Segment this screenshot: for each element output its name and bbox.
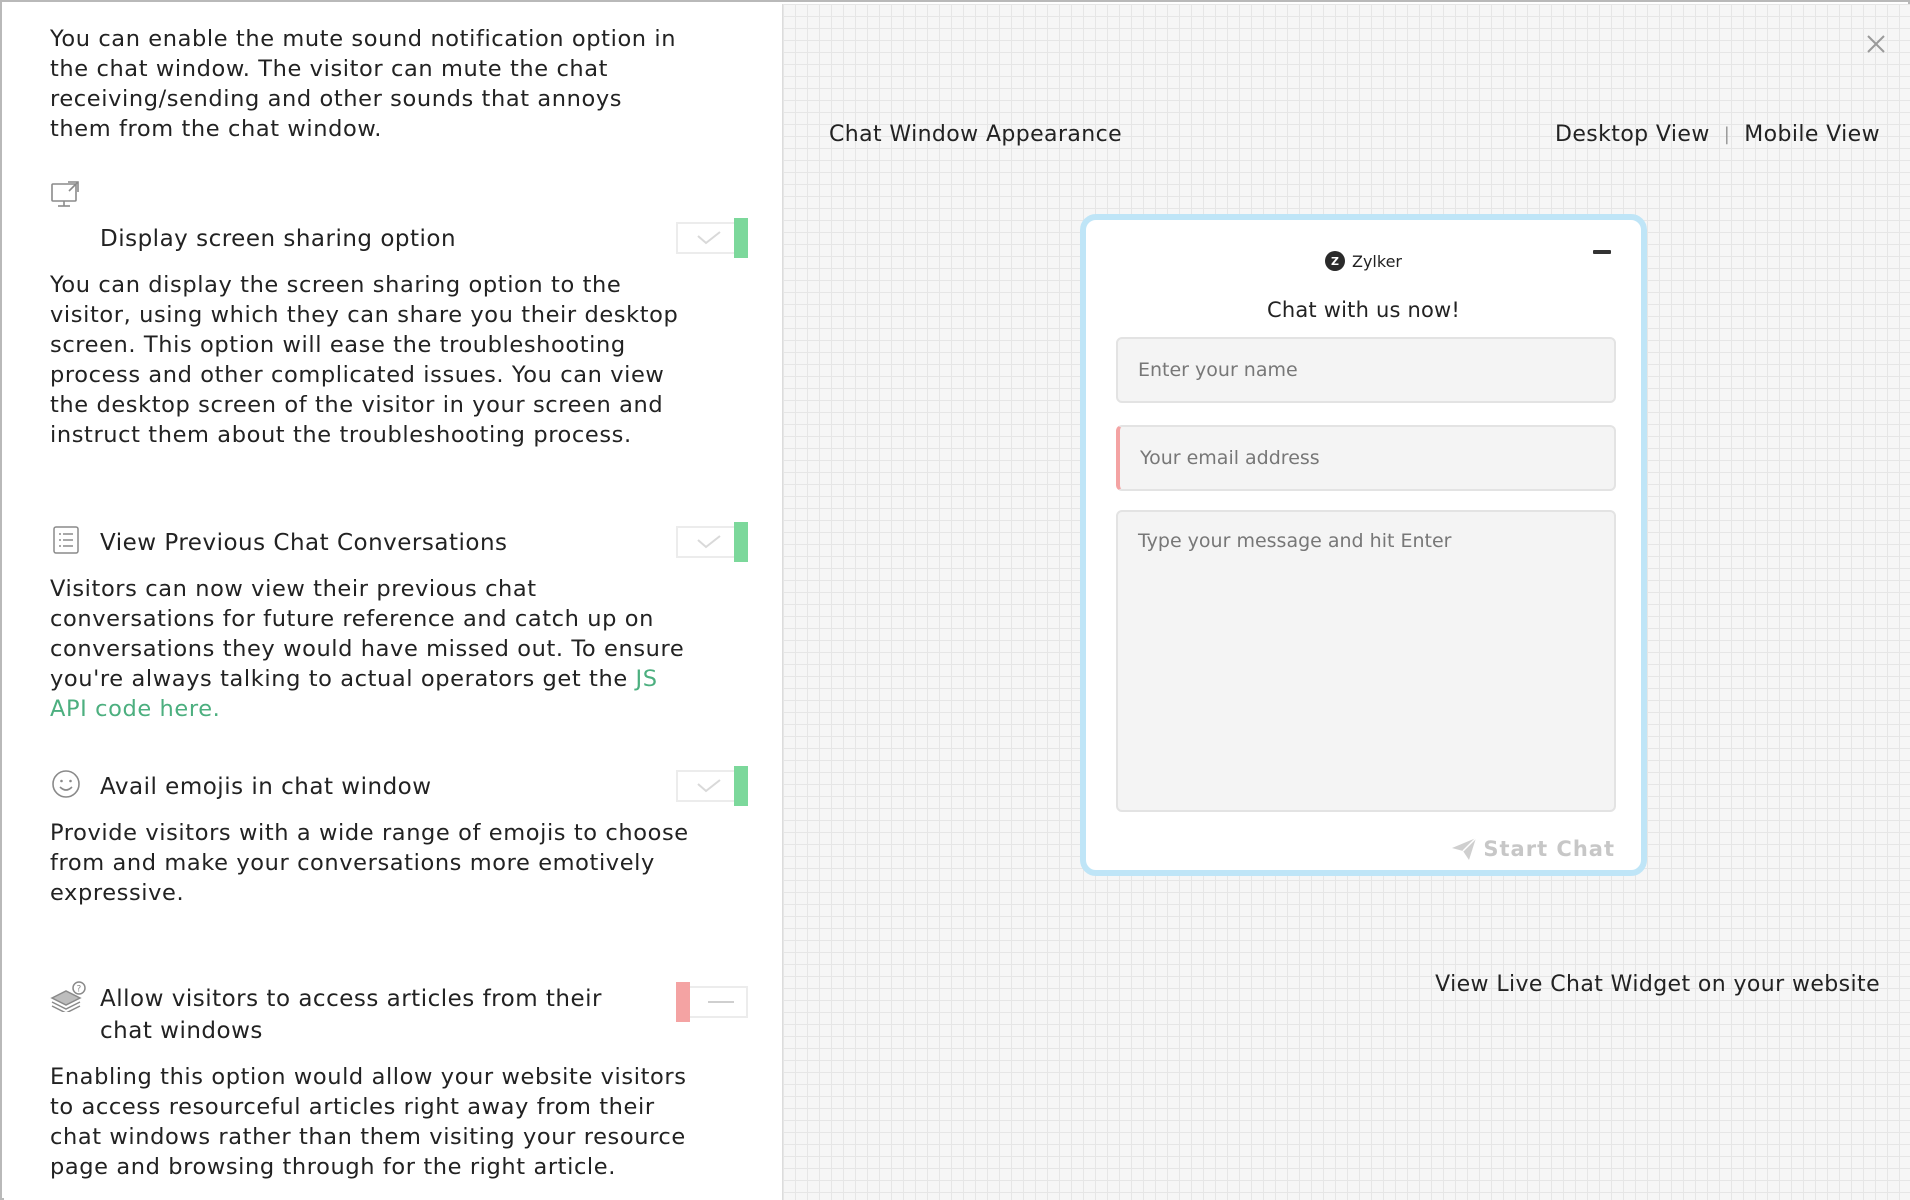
toggle-knob-on	[734, 766, 748, 806]
start-chat-label: Start Chat	[1483, 837, 1615, 861]
preview-pane	[782, 4, 1910, 1200]
brand-logo: Z	[1325, 251, 1345, 271]
start-chat-button[interactable]	[1451, 837, 1615, 861]
send-icon	[1451, 837, 1477, 861]
brand-name: Zylker	[1352, 251, 1402, 271]
toggle-off-dash	[708, 1001, 734, 1003]
toggle-knob-off	[676, 982, 690, 1022]
screen-sharing-toggle[interactable]	[676, 218, 748, 258]
mobile-view-link[interactable]: Mobile View	[1744, 122, 1880, 147]
list-icon	[50, 524, 82, 556]
screen-sharing-title: Display screen sharing option	[100, 226, 457, 252]
mute-sound-description: You can enable the mute sound notification option in the chat window. The visitor can mute the chat receiving/sending and other sounds that annoys them from the chat window.	[50, 26, 677, 142]
settings-pane	[4, 4, 782, 1200]
check-icon	[696, 534, 722, 550]
email-input[interactable]	[1116, 425, 1616, 491]
check-icon	[696, 778, 722, 794]
view-separator: |	[1723, 124, 1731, 145]
previous-chats-description-text: Visitors can now view their previous chat conversations for future reference and catch up on conversations they would have missed out. To ensure you're always talking to actual operators get the	[50, 576, 685, 692]
emojis-toggle[interactable]	[676, 766, 748, 806]
emojis-description: Provide visitors with a wide range of emojis to choose from and make your conversations more emotively expressive.	[50, 820, 689, 906]
name-input[interactable]	[1116, 337, 1616, 403]
widget-heading: Chat with us now!	[1266, 298, 1461, 322]
articles-description: Enabling this option would allow your website visitors to access resourceful articles right away from their chat windows rather than them visiting your resource page and browsing through for the right article.	[50, 1064, 687, 1180]
view-switch	[1555, 122, 1880, 147]
svg-text:?: ?	[76, 984, 82, 995]
view-live-widget-link[interactable]: View Live Chat Widget on your website	[1435, 972, 1880, 997]
desktop-view-link[interactable]: Desktop View	[1555, 122, 1710, 147]
articles-toggle[interactable]	[676, 982, 748, 1022]
previous-chats-description	[50, 574, 690, 724]
chat-window-appearance-title: Chat Window Appearance	[829, 122, 1123, 147]
previous-chats-toggle[interactable]	[676, 522, 748, 562]
screen-share-icon	[50, 178, 82, 210]
toggle-knob-on	[734, 218, 748, 258]
previous-chats-title: View Previous Chat Conversations	[100, 530, 508, 556]
close-icon[interactable]	[1864, 32, 1888, 56]
chat-widget-preview	[1080, 214, 1647, 876]
js-api-link[interactable]: JS API code here.	[50, 666, 658, 722]
toggle-knob-on	[734, 522, 748, 562]
screen-sharing-description: You can display the screen sharing option to the visitor, using which they can share you their desktop screen. This option will ease the troubleshooting process and other complicated issues. You can view the desktop screen of the visitor in your screen and instruct them about the troubleshooting process.	[50, 272, 679, 448]
articles-icon	[50, 980, 88, 1012]
emojis-title: Avail emojis in chat window	[100, 774, 432, 800]
smiley-icon	[50, 768, 82, 800]
widget-brand	[1086, 251, 1641, 271]
message-textarea[interactable]	[1116, 510, 1616, 812]
check-icon	[696, 230, 722, 246]
articles-title: Allow visitors to access articles from their chat windows	[100, 986, 603, 1044]
minimize-icon[interactable]	[1593, 250, 1611, 254]
